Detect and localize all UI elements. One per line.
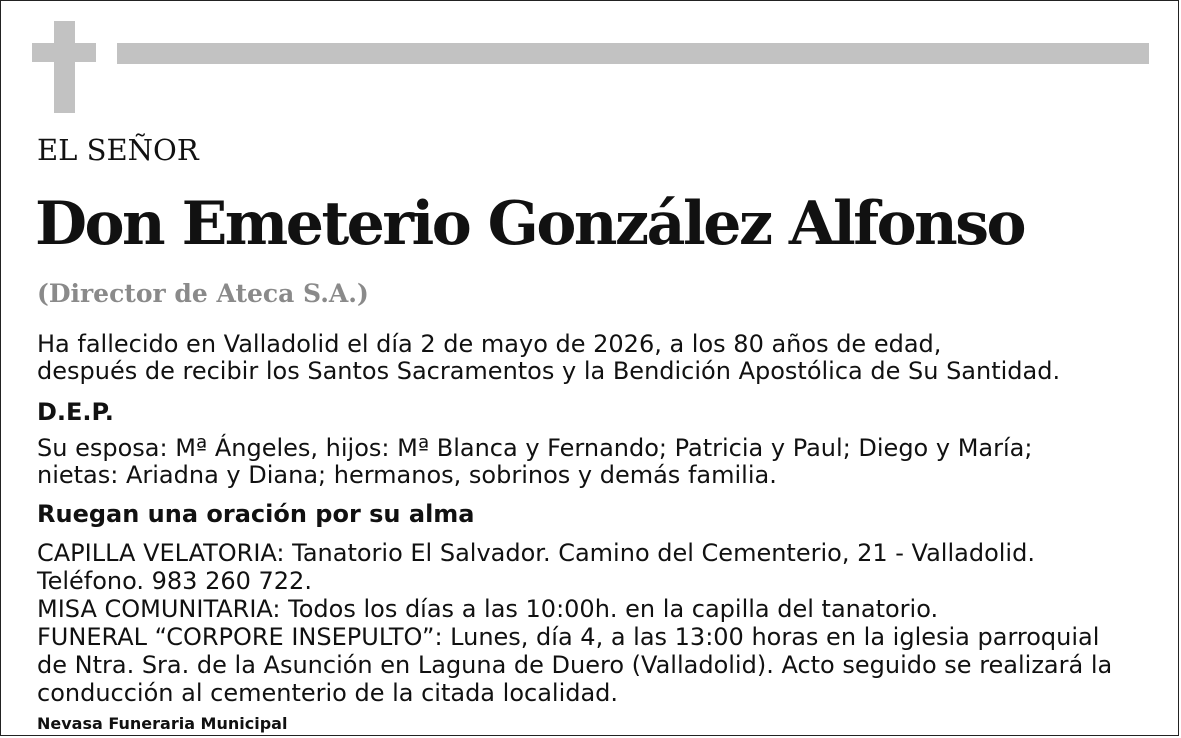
service-line: Teléfono. 983 260 722.	[37, 567, 312, 595]
header-bar	[117, 43, 1149, 64]
family-line: Su esposa: Mª Ángeles, hijos: Mª Blanca y Fernando; Patricia y Paul; Diego y María;	[37, 434, 1033, 462]
service-line: conducción al cementerio de la citada localidad.	[37, 679, 619, 707]
death-announcement	[37, 331, 1060, 385]
service-line: CAPILLA VELATORIA: Tanatorio El Salvador. Camino del Cementerio, 21 - Valladolid.	[37, 539, 1035, 567]
service-details	[37, 539, 1112, 707]
funeral-home-name: Nevasa Funeraria Municipal	[37, 714, 288, 733]
title-prefix: EL SEÑOR	[37, 133, 199, 167]
deceased-position: (Director de Ateca S.A.)	[37, 279, 369, 308]
service-line: FUNERAL “CORPORE INSEPULTO”: Lunes, día 4, a las 13:00 horas en la iglesia parroquial	[37, 623, 1100, 651]
prayer-request: Ruegan una oración por su alma	[37, 500, 475, 528]
family-line: nietas: Ariadna y Diana; hermanos, sobrinos y demás familia.	[37, 461, 777, 489]
cross-icon	[32, 21, 96, 113]
service-line: MISA COMUNITARIA: Todos los días a las 10:00h. en la capilla del tanatorio.	[37, 595, 939, 623]
deceased-name: Don Emeterio González Alfonso	[35, 189, 1025, 259]
dep-label: D.E.P.	[37, 398, 114, 426]
death-line: Ha fallecido en Valladolid el día 2 de mayo de 2026, a los 80 años de edad,	[37, 330, 942, 358]
family-list	[37, 435, 1032, 489]
service-line: de Ntra. Sra. de la Asunción en Laguna de Duero (Valladolid). Acto seguido se realizará la	[37, 651, 1113, 679]
death-line: después de recibir los Santos Sacramentos y la Bendición Apostólica de Su Santidad.	[37, 357, 1061, 385]
